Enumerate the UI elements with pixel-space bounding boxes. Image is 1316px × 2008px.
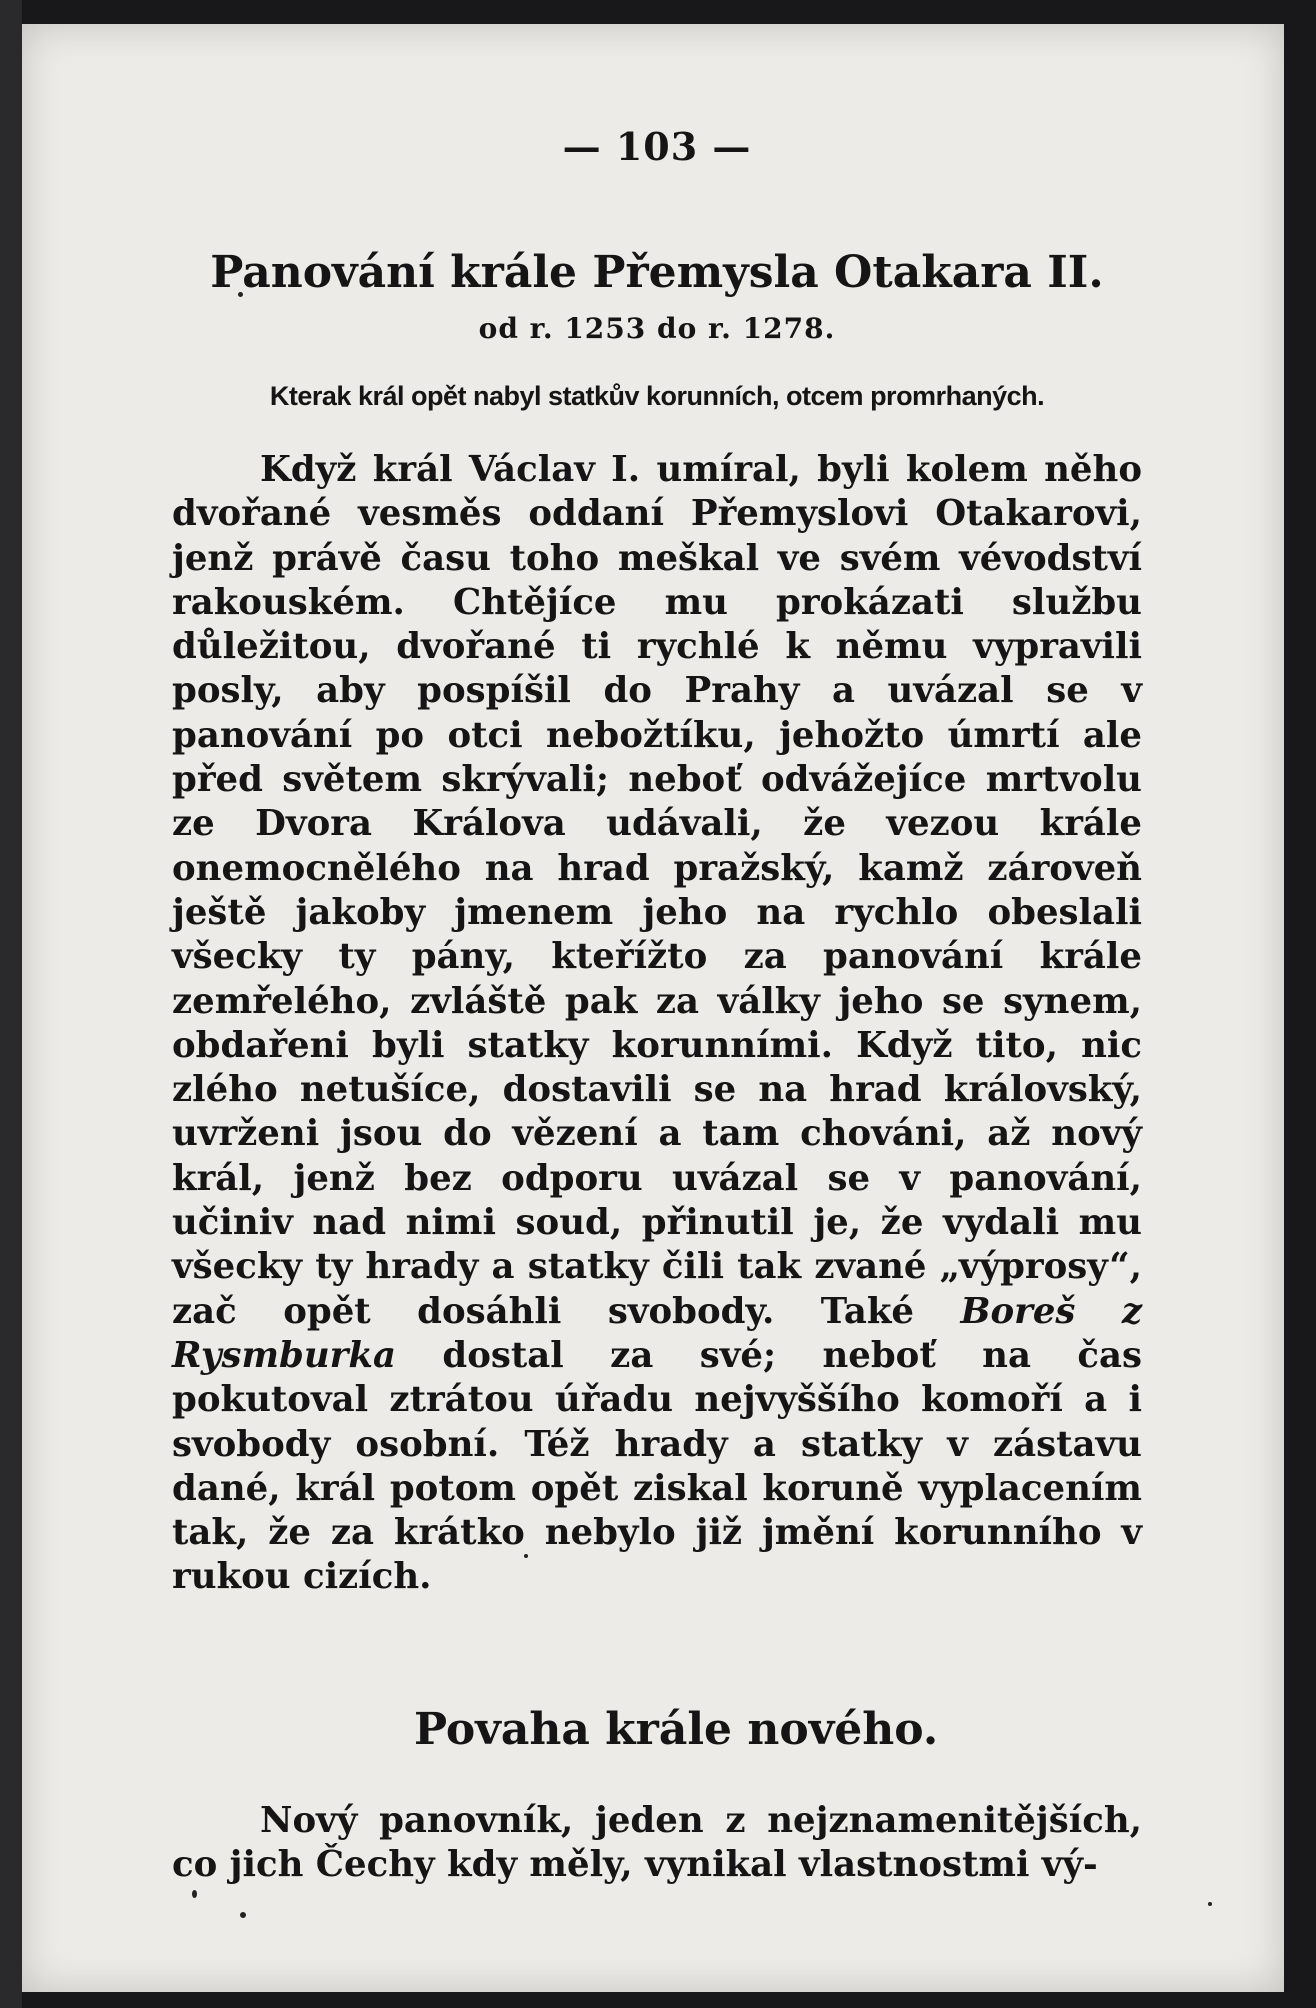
body-paragraph-1 — [172, 448, 1142, 1600]
page-number: — 103 — — [562, 124, 752, 169]
section-heading: Kterak král opět nabyl statkův korunních, otcem promrhaných. — [269, 381, 1045, 411]
print-speck — [240, 1912, 246, 1918]
reign-dates: od r. 1253 do r. 1278. — [478, 312, 836, 345]
italic-name: Boreš z Rysmburka — [172, 1290, 1143, 1376]
print-speck — [192, 1890, 197, 1898]
paragraph-text: dostal za své; neboť na čas pokutoval ztrátou úřadu nejvyššího komoří a i svobody osobní. Též hrady a statky v zástavu dané, král potom opět ziskal koruně vyplacením tak, že za krátko nebylo již jmění korunního v rukou cizích. — [172, 1334, 1142, 1598]
page-content — [172, 124, 1142, 1887]
body-paragraph-2: Nový panovník, jeden z nejznamenitějších, co jich Čechy kdy měly, vynikal vlastnostmi vý- — [172, 1799, 1142, 1886]
chapter-title: Panování krále Přemysla Otakara II. — [210, 247, 1104, 298]
print-speck — [1208, 1902, 1212, 1906]
book-page — [22, 24, 1284, 1992]
page-edge-shadow — [0, 0, 22, 2008]
section-heading-2: Povaha krále nového. — [414, 1703, 939, 1755]
paragraph-text: Když král Václav I. umíral, byli kolem něho dvořané vesměs oddaní Přemyslovi Otakarovi, jenž právě času toho meškal ve svém vévodství rakouském. Chtějíce mu prokázati službu důležitou, dvořané ti rychlé k němu vypravili posly, aby pospíšil do Prahy a uvázal se v panování po otci nebožtíku, jehožto úmrtí ale před světem skrývali; neboť odvážejíce mrtvolu ze Dvora Králova udávali, že vezou krále onemocnělého na hrad pražský, kamž zároveň ještě jakoby jmenem jeho na rychlo obeslali všecky ty pány, kteřížto za panování krále zemřelého, zvláště pak za války jeho se synem, obdařeni byli statky korunními. Když tito, nic zlého netušíce, dostavili se na hrad královský, uvrženi jsou do vězení a tam chováni, až nový král, jenž bez odporu uvázal se v panování, učiniv nad nimi soud, přinutil je, že vydali mu všecky ty hrady a statky čili tak zvané „výprosy“, zač opět dosáhli svobody. Také — [172, 449, 1142, 1332]
